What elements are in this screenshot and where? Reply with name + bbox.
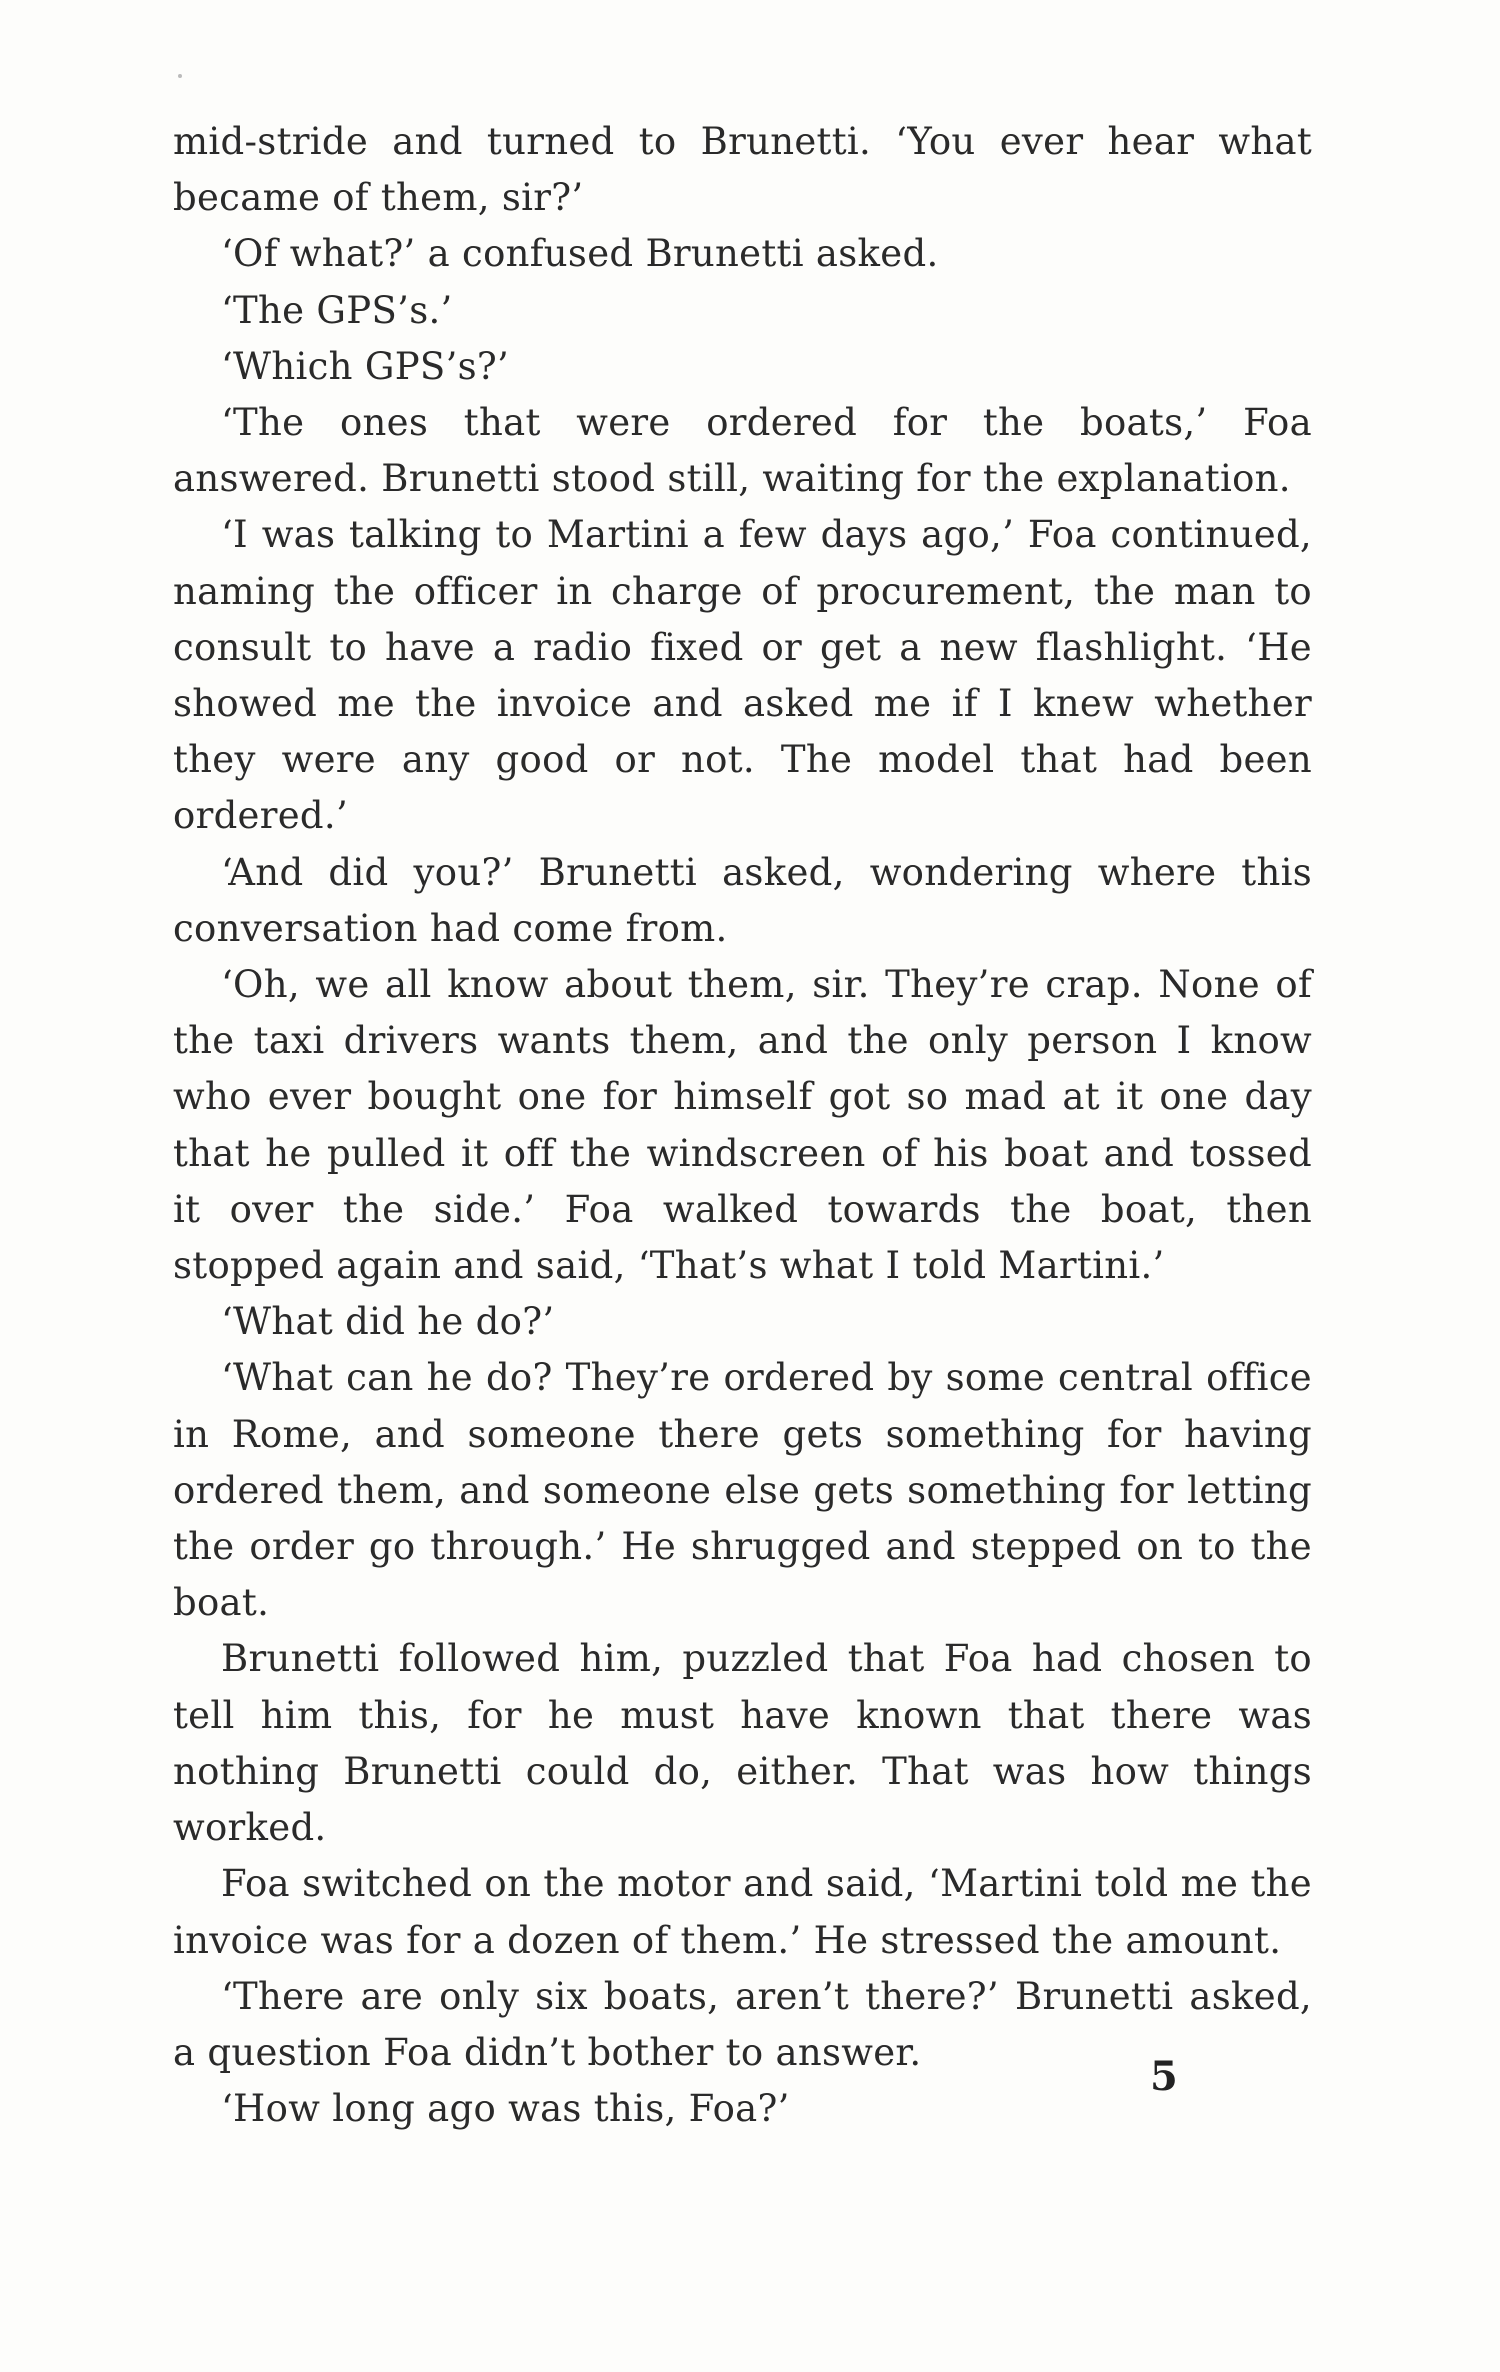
paragraph: ‘The ones that were ordered for the boats,’ Foa answered. Brunetti stood still, waiting for the explanation. [173,401,1312,501]
paragraph: ‘The GPS’s.’ [221,288,453,332]
paragraph: ‘Which GPS’s?’ [221,344,510,388]
ink-speck [178,74,182,78]
paragraph: ‘What can he do? They’re ordered by some central office in Rome, and someone there gets something for having ordered them, and someone else gets something for letting the order go through.’ He shrugged and stepped on to the boat. [173,1356,1312,1625]
paragraph: ‘What did he do?’ [221,1300,555,1344]
page-number: 5 [1150,2053,1178,2100]
paragraph: ‘And did you?’ Brunetti asked, wondering where this conversation had come from. [173,850,1312,950]
paragraph: ‘There are only six boats, aren’t there?’ Brunetti asked, a question Foa didn’t bother to answer. [173,1974,1312,2074]
paragraph: ‘Of what?’ a confused Brunetti asked. [221,232,939,276]
paragraph: ‘How long ago was this, Foa?’ [221,2087,790,2131]
paragraph: ‘I was talking to Martini a few days ago,’ Foa continued, naming the officer in charge of procurement, the man to consult to have a radio fixed or get a new flashlight. ‘He showed me the invoice and asked me if I knew whether they were any good or not. The model that had been ordered.’ [173,513,1312,838]
paragraph: ‘Oh, we all know about them, sir. They’re crap. None of the taxi drivers wants them, and the only person I know who ever bought one for himself got so mad at it one day that he pulled it off the windscreen of his boat and tossed it over the side.’ Foa walked towards the boat, then stopped again and said, ‘That’s what I told Martini.’ [173,963,1312,1288]
paragraph: Brunetti followed him, puzzled that Foa had chosen to tell him this, for he must have known that there was nothing Brunetti could do, either. That was how things worked. [173,1637,1312,1850]
paragraph: Foa switched on the motor and said, ‘Martini told me the invoice was for a dozen of them.’ He stressed the amount. [173,1862,1312,1962]
paragraph: mid-stride and turned to Brunetti. ‘You ever hear what became of them, sir?’ [173,120,1312,220]
body-text [173,114,1312,2137]
